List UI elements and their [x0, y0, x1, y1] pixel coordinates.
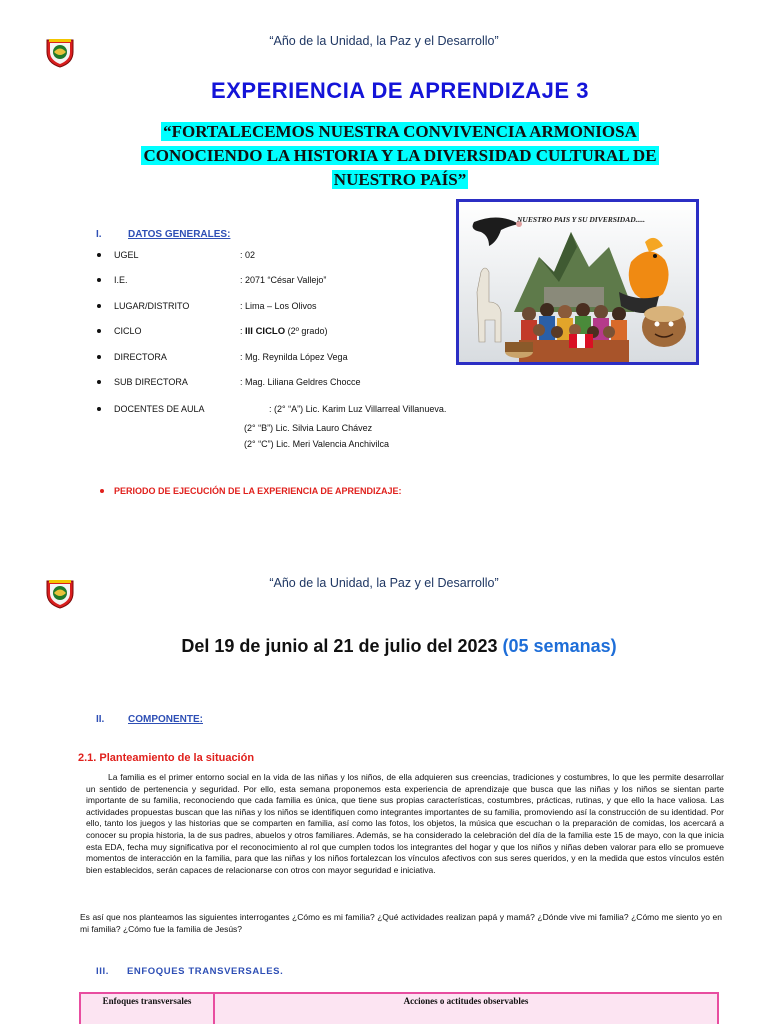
subtitle-line-2: CONOCIENDO LA HISTORIA Y LA DIVERSIDAD CULTURAL DE: [143, 146, 657, 165]
planteamiento-heading: 2.1. Planteamiento de la situación: [78, 752, 255, 764]
componente-heading: [96, 714, 203, 725]
bullet-icon: [97, 253, 101, 257]
enfoques-heading: [96, 966, 283, 977]
table-header-enfoques: Enfoques transversales: [81, 994, 215, 1024]
section-title: COMPONENTE:: [128, 714, 203, 725]
planteamiento-paragraph: [86, 772, 724, 876]
periodo-label: PERIODO DE EJECUCIÓN DE LA EXPERIENCIA DE APRENDIZAJE:: [114, 486, 402, 496]
subtitle-line-1: “FORTALECEMOS NUESTRA CONVIVENCIA ARMONIOSA: [163, 122, 637, 141]
row-value: : (2° “A”) Lic. Karim Luz Villarreal Villanueva.: [269, 404, 447, 414]
row-label: LUGAR/DISTRITO: [114, 301, 190, 311]
section-number: III.: [96, 966, 109, 977]
row-label: I.E.: [114, 275, 128, 285]
row-label: UGEL: [114, 250, 139, 260]
diversity-collage-image: [456, 199, 699, 365]
datos-generales-heading: [96, 229, 230, 240]
bullet-icon: [97, 278, 101, 282]
row-value: [240, 326, 327, 337]
row-value: : 02: [240, 250, 256, 260]
table-header-acciones: Acciones o actitudes observables: [403, 996, 529, 1006]
bullet-icon: [97, 407, 101, 411]
ciclo-bold: III CICLO: [245, 326, 286, 337]
section-title: ENFOQUES TRANSVERSALES.: [127, 966, 284, 977]
row-value: : Mg. Reynilda López Vega: [240, 352, 348, 362]
row-label: CICLO: [114, 326, 142, 336]
ciclo-suffix: (2º grado): [285, 326, 328, 336]
bullet-icon: [97, 380, 101, 384]
year-header-page-2: “Año de la Unidad, la Paz y el Desarrollo”: [269, 576, 499, 590]
collage-caption: NUESTRO PAIS Y SU DIVERSIDAD.....: [517, 215, 646, 224]
bullet-icon: [97, 304, 101, 308]
date-range-text: Del 19 de junio al 21 de julio del 2023: [181, 636, 498, 656]
section-number: I.: [96, 229, 102, 240]
section-number: II.: [96, 714, 105, 725]
docente-b: (2° “B”) Lic. Silvia Lauro Chávez: [244, 423, 373, 433]
enfoques-table: [79, 992, 719, 1024]
paragraph-text: La familia es el primer entorno social en la vida de las niñas y los niños, de ella adquieren sus creencias, tradiciones y costumbres, lo que les permite desarrollar un sentido de pertenencia y seguridad. Por ello, esta semana proponemos esta experiencia de aprendizaje que busca que las niñas y los niños se sientan parte importante de su familia, reconociendo que cada familia es única, que tiene sus propias características, costumbres, prácticas, rutinas, y que ello la hace valiosa. Las actividades propuestas buscan que las niñas y los niños se identifiquen como integrantes importantes de su familia, promoviendo así la construcción de su identidad. Por ello, tanto los juegos y las historias que se comparten en familia, así como las fotos, los objetos, la música que escuchan o la preparación de comidas, los acercará a conocer su propia historia, la de sus padres, abuelos y otros familiares. Además, se ha considerado la celebración del día de la familia este 15 de mayo, con la que inicia esta EDA, fecha muy significativa por el reconocimiento al rol que cumplen todos los integrantes del hogar y que los niños y niñas deben valorar para ello se promueve momentos de interacción en la familia, para que las niñas y los niños fortalezcan los vínculos afectivos con sus seres queridos, y en la medida que estos vínculos estén bien establecidos, serán capaces de relacionarse con otros con mayor seguridad e iniciativa.: [86, 772, 724, 875]
date-range: [0, 636, 768, 657]
bullet-icon: [97, 355, 101, 359]
row-label: DIRECTORA: [114, 352, 167, 362]
questions-text: Es así que nos planteamos las siguientes interrogantes ¿Cómo es mi familia? ¿Qué actividades realizan papá y mamá? ¿Dónde vive mi familia? ¿Cómo me siento yo en mi familia? ¿Cómo fue la familia de Jesús?: [80, 912, 722, 934]
row-label: DOCENTES DE AULA: [114, 404, 205, 414]
weeks-count: (05 semanas): [502, 636, 617, 656]
row-value: : Lima – Los Olivos: [240, 301, 317, 311]
row-label: SUB DIRECTORA: [114, 377, 188, 387]
docente-c: (2° “C”) Lic. Meri Valencia Anchivilca: [244, 439, 389, 449]
bullet-icon: [100, 489, 104, 493]
bullet-icon: [97, 329, 101, 333]
year-header: “Año de la Unidad, la Paz y el Desarrollo”: [269, 34, 499, 48]
page-title: EXPERIENCIA DE APRENDIZAJE 3: [211, 78, 589, 103]
questions-paragraph: [80, 912, 722, 935]
subtitle-line-3: NUESTRO PAÍS”: [333, 170, 467, 189]
row-value: : Mag. Liliana Geldres Chocce: [240, 377, 361, 387]
section-title: DATOS GENERALES:: [128, 229, 231, 240]
subtitle: [0, 120, 768, 192]
ciclo-prefix: :: [240, 326, 246, 336]
row-value: : 2071 “César Vallejo”: [240, 275, 327, 285]
